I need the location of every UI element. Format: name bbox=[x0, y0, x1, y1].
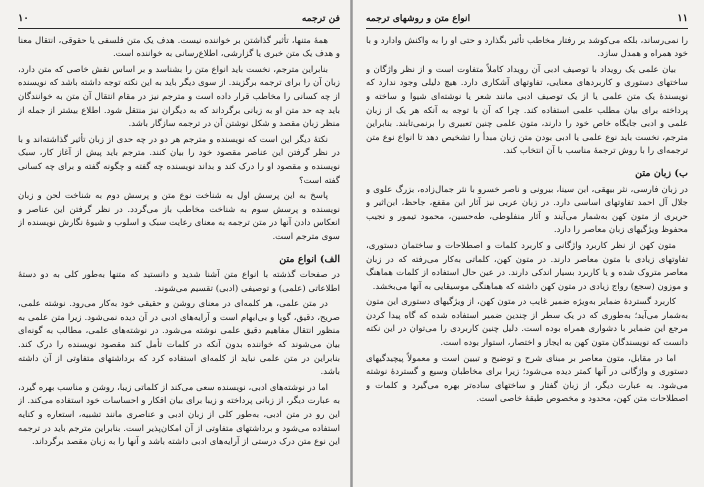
section-heading: ب) زبان متن bbox=[635, 167, 688, 179]
right-page bbox=[366, 0, 688, 487]
right-running-head: انواع متن و روشهای ترجمه bbox=[366, 13, 471, 24]
paragraph: پاسخ به این پرسش اول به شناخت نوع متن و پرسش دوم به شناخت لحن و زبان نویسنده و پرسش سوم به شناخت مخاطب باز می‌گردد. در نظر گرفتن این عناصر و انعکاس دادن آنها در متن ترجمه به معنای رعایت سبک و اسلوب و شیوهٔ نگارش نویسنده از سوی مترجم است. bbox=[18, 191, 340, 242]
paragraph: بنابراین مترجم، نخست باید انواع متن را بشناسد و بر اساس نقش خاصی که متن دارد، زبان آن را برای ترجمه برگزیند. از سوی دیگر باید به این نکته توجه داشته باشد که نویسنده از چه کسانی را مخاطب قرار داده است و مترجم نیز در مقام انتقال آن متن به خوانندگان باید چه حد متن او به زبانی برگرداند که به دیگران نیز منتقل شود. اطلاع بیشتر از جمله از منظر زبان مقصد و شکل نوشتن آن در ترجمه سازگار باشد. bbox=[18, 64, 340, 130]
paragraph: کاربرد گستردهٔ ضمایر به‌ویژه ضمیر غایب در متون کهن، از ویژگیهای دستوری این متون به‌شمار می‌آید؛ به‌طوری که در یک سطر از چندین ضمیر استفاده شده که گاه پیدا کردن مرجع این ضمایر با دشواری همراه بوده است. دلیل چنین کاربردی را می‌توان در این نکته دانست که نویسندگان متون کهن به ایجاز و اختصار، استوار بوده است. bbox=[366, 297, 688, 349]
right-page-header bbox=[366, 12, 688, 29]
book-gutter bbox=[350, 0, 353, 487]
paragraph: همهٔ متنها، تأثیر گذاشتن بر خواننده نیست. هدف یک متن فلسفی یا حقوقی، انتقال معنا و هدف یک متن خبری یا گزارشی، اطلاع‌رسانی به خواننده است. bbox=[18, 35, 340, 60]
paragraph: در زبان فارسی، نثر بیهقی، ابن سینا، بیرونی و ناصر خسرو با نثر جمال‌زاده، بزرگ علوی و جلال آل احمد تفاوتهای اساسی دارد. در زبان عربی نیز آثار ابن مقفع، جاحظ، ابن‌اثیر و حریری از متون کهن به‌شمار می‌آیند و آثار منفلوطی، طه‌حسین، محمود تیمور و نجیب محفوظ ویژگیهای زبان معاصر را دارد. bbox=[366, 184, 688, 236]
paragraph: در متن علمی، هر کلمه‌ای در معنای روشن و حقیقی خود به‌کار می‌رود. نوشته علمی، صریح، دقیق، گویا و بی‌ابهام است و آرایه‌های ادبی در آن دیده نمی‌شود. زیرا متن علمی به منظور انتقال مفاهیم دقیق علمی نوشته می‌شود. در نوشته‌های علمی، مطالب به گونه‌ای بیان می‌شوند که خواننده بدون آنکه در کلمات تأمل کند مقصود نویسنده را درک کند. بنابراین در متن علمی نباید از کلمه‌ای استفاده کرد که برداشتهای متفاوتی از آن داشته باشد. bbox=[18, 299, 340, 378]
paragraph: را نمی‌رساند، بلکه می‌کوشد بر رفتار مخاطب تأثیر بگذارد و حتی او را به واکنش وادارد و با خود همراه و همدل سازد. bbox=[366, 35, 688, 60]
right-page-number: ۱۱ bbox=[677, 13, 688, 24]
left-page bbox=[18, 0, 340, 487]
paragraph: اما در نوشته‌های ادبی، نویسنده سعی می‌کند از کلماتی زیبا، روشن و مناسب بهره گیرد، به عبارت دیگر، از زبانی پرداخته و زیبا برای بیان افکار و احساسات خود استفاده می‌کند. از این رو در متن ادبی، به‌طور کلی از زبان ادبی و عناصری مانند تشبیه، استعاره و کنایه استفاده می‌شود و برداشتهای متفاوتی از آن امکان‌پذیر است. بنابراین مترجم باید در ترجمه این نوع متن درک درستی از آرایه‌های ادبی داشته باشد و آنها را به زبان مقصد برگرداند. bbox=[18, 382, 340, 448]
paragraph: متون کهن از نظر کاربرد واژگانی و کاربرد کلمات و اصطلاحات و ساختمان دستوری، تفاوتهای زیادی با متون معاصر دارند. در متون کهن، کلماتی به‌کار می‌رفته که در زبان معاصر متروک شده و یا کاربرد بسیار اندکی دارند. در عین حال استفاده از کلمات هماهنگ و موزون (سجع) رواج زیادی در متون کهن داشته که هماهنگی موسیقایی به آنها می‌بخشد. bbox=[366, 240, 688, 292]
paragraph: در صفحات گذشته با انواع متن آشنا شدید و دانستید که متنها به‌طور کلی به دو دستهٔ اطلاعاتی (علمی) و توصیفی (ادبی) تقسیم می‌شوند. bbox=[18, 270, 340, 294]
left-page-header bbox=[18, 12, 340, 29]
paragraph: بیان علمی یک رویداد با توصیف ادبی آن رویداد کاملاً متفاوت است و از نظر واژگان و ساختهای دستوری و کاربردهای معنایی، تفاوتهای آشکاری دارد. هیچ دلیلی وجود ندارد که نویسندهٔ یک متن علمی یا از یک توصیف ادبی مانند شعر یا نوشته‌ای شیوا و ساخته و پرداخته برای بیان مطلب علمی استفاده کند. چرا که آن با توجه به آنکه هر یک از زبان علمی و ادبی جایگاه خاص خود را دارند، متون علمی چنین تعبیری را برنمی‌تابند. بنابراین مترجم، نخست باید نوع علمی یا ادبی بودن متن زبان مبدأ را تشخیص دهد تا انواع نوع متن ترجمه‌ای را با روش ترجمهٔ مناسب با آن انتخاب کند. bbox=[366, 64, 688, 157]
left-running-head: فن ترجمه bbox=[301, 13, 340, 24]
paragraph: نکتهٔ دیگر این است که نویسنده و مترجم هر دو در چه حدی از زبان تأثیر گذاشته‌اند و با در نظر گرفتن این عناصر مقصود خود را بیان کنند. مترجم باید پیش از آغاز کار، سبک نویسنده و مقصود او را درک کند و بداند نویسنده چه گفته و چگونه گفته و برای چه کسانی گفته است؟ bbox=[18, 134, 340, 186]
paragraph: اما در مقابل، متون معاصر بر مبنای شرح و توضیح و تبیین است و معمولاً پیچیدگیهای دستوری و واژگانی در آنها کمتر دیده می‌شود؛ زیرا برای مخاطبان وسیع و گستردهٔ نوشته می‌شود. به عبارت دیگر، از زبان گفتار و ساختهای ساده‌تر بهره می‌گیرد و کلمات و اصطلاحات متن کهن، محدود و مخصوص طبقهٔ خاصی است. bbox=[366, 353, 688, 405]
left-page-number: ۱۰ bbox=[18, 13, 29, 24]
section-heading: الف) انواع متن bbox=[279, 253, 340, 265]
